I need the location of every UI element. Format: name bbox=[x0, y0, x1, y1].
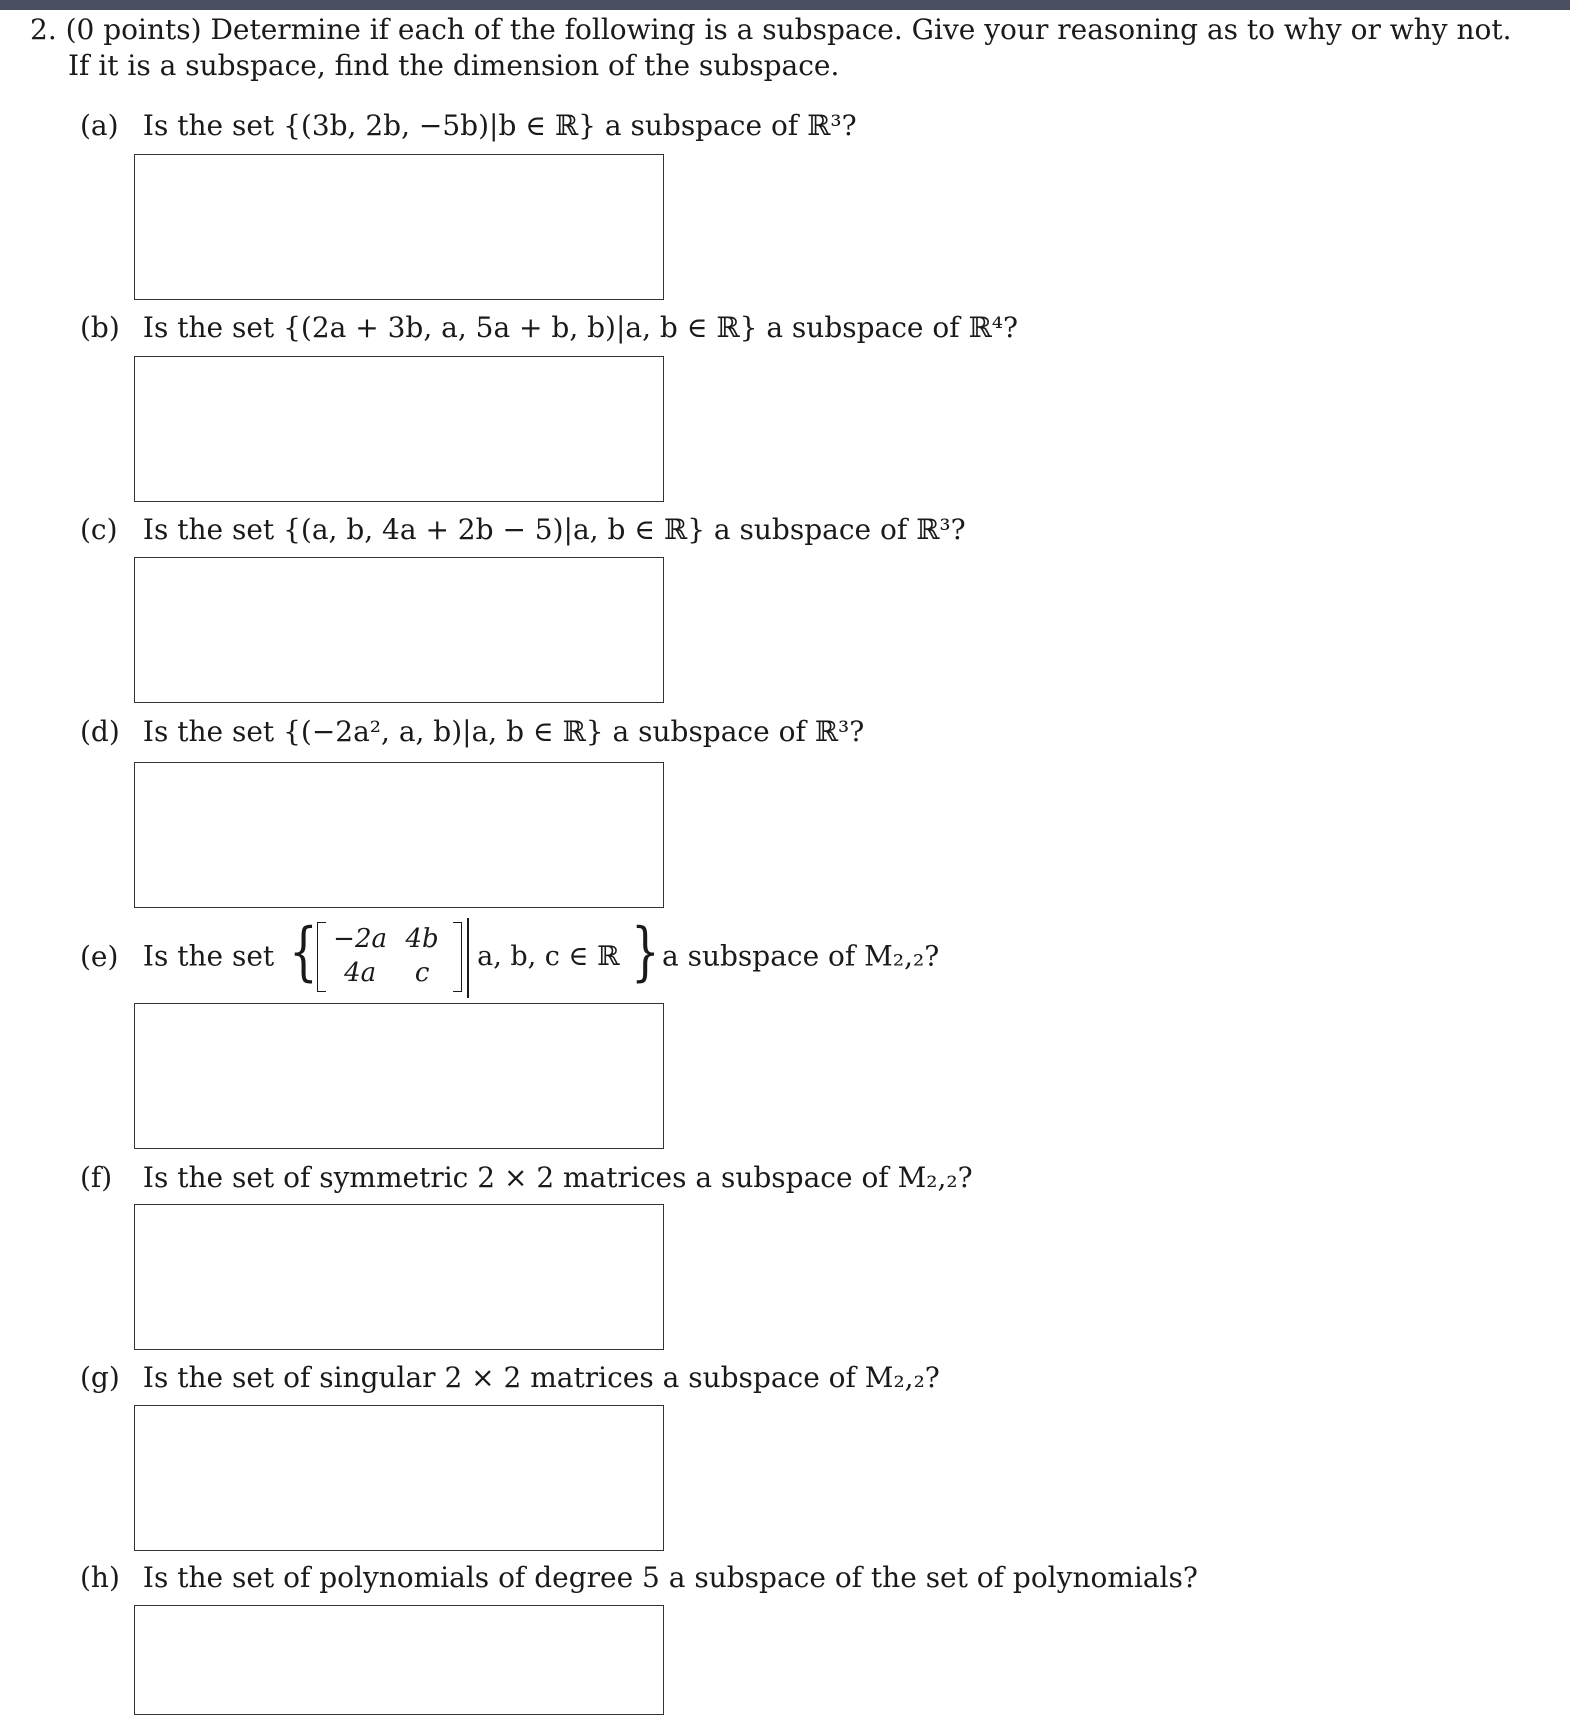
question-d-label: (d) bbox=[80, 715, 120, 748]
left-brace: { bbox=[289, 915, 318, 989]
question-a-label: (a) bbox=[80, 109, 119, 142]
answer-box-e[interactable] bbox=[134, 1003, 664, 1149]
question-f bbox=[80, 1160, 973, 1196]
question-a bbox=[80, 108, 857, 144]
answer-box-c[interactable] bbox=[134, 557, 664, 703]
question-e-label: (e) bbox=[80, 939, 119, 973]
top-bar bbox=[0, 0, 1570, 10]
question-e-suffix: a subspace of M₂,₂? bbox=[662, 939, 940, 973]
question-b-label: (b) bbox=[80, 311, 120, 344]
set-condition: a, b, c ∈ ℝ bbox=[477, 941, 620, 972]
question-e bbox=[80, 915, 940, 998]
matrix-right-bracket bbox=[453, 922, 462, 992]
answer-box-d[interactable] bbox=[134, 762, 664, 908]
question-f-text: Is the set of symmetric 2 × 2 matrices a subspace of M₂,₂? bbox=[142, 1161, 973, 1194]
question-b bbox=[80, 310, 1018, 346]
question-c-text: Is the set {(a, b, 4a + 2b − 5)|a, b ∈ ℝ} a subspace of ℝ³? bbox=[142, 513, 966, 546]
matrix-cell-12: 4b bbox=[405, 924, 439, 954]
question-g bbox=[80, 1360, 940, 1396]
such-that-bar bbox=[467, 918, 469, 998]
answer-box-f[interactable] bbox=[134, 1204, 664, 1350]
question-h bbox=[80, 1560, 1198, 1596]
question-d-text: Is the set {(−2a², a, b)|a, b ∈ ℝ} a subspace of ℝ³? bbox=[142, 715, 865, 748]
question-b-text: Is the set {(2a + 3b, a, 5a + b, b)|a, b ∈ ℝ} a subspace of ℝ⁴? bbox=[142, 311, 1019, 344]
matrix-cell-22: c bbox=[414, 958, 430, 988]
question-e-prefix: Is the set bbox=[142, 939, 275, 973]
right-brace: } bbox=[631, 915, 660, 989]
question-g-label: (g) bbox=[80, 1361, 120, 1394]
question-a-text: Is the set {(3b, 2b, −5b)|b ∈ ℝ} a subspace of ℝ³? bbox=[142, 109, 857, 142]
matrix-cell-11: −2a bbox=[333, 924, 387, 954]
question-c-label: (c) bbox=[80, 513, 118, 546]
answer-box-b[interactable] bbox=[134, 356, 664, 502]
matrix-cell-21: 4a bbox=[344, 958, 377, 988]
question-d bbox=[80, 714, 864, 750]
intro-line-2: If it is a subspace, find the dimension of the subspace. bbox=[68, 49, 840, 82]
question-g-text: Is the set of singular 2 × 2 matrices a subspace of M₂,₂? bbox=[142, 1361, 940, 1394]
intro-line-1: 2. (0 points) Determine if each of the following is a subspace. Give your reasoning as to why or why not. bbox=[30, 13, 1512, 46]
set-builder-matrix bbox=[283, 915, 660, 998]
question-f-label: (f) bbox=[80, 1161, 113, 1194]
answer-box-g[interactable] bbox=[134, 1405, 664, 1551]
question-c bbox=[80, 512, 966, 548]
problem-intro bbox=[30, 12, 1540, 84]
answer-box-h[interactable] bbox=[134, 1605, 664, 1715]
question-h-text: Is the set of polynomials of degree 5 a subspace of the set of polynomials? bbox=[142, 1561, 1198, 1594]
answer-box-a[interactable] bbox=[134, 154, 664, 300]
question-h-label: (h) bbox=[80, 1561, 120, 1594]
